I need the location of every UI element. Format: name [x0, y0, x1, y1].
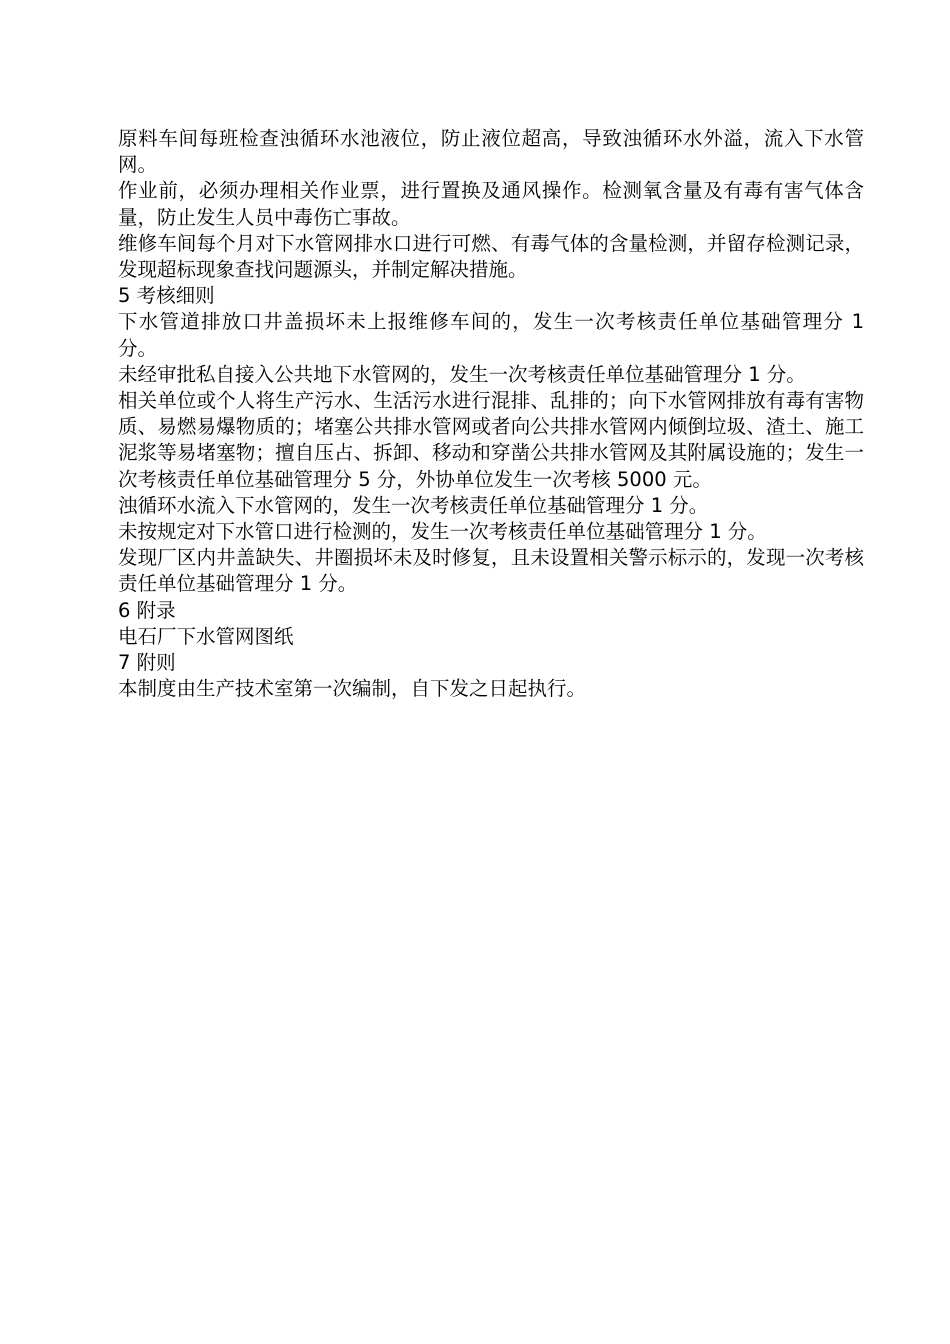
paragraph-inspection-missing: 未按规定对下水管口进行检测的，发生一次考核责任单位基础管理分 1 分。 [118, 520, 767, 544]
paragraph-circulating-water: 浊循环水流入下水管网的，发生一次考核责任单位基础管理分 1 分。 [118, 493, 709, 517]
paragraph-gas-detection: 维修车间每个月对下水管网排水口进行可燃、有毒气体的含量检测，并留存检测记录，发现超标现象查找问题源头，并制定解决措施。 [118, 231, 864, 282]
section-heading-appendix: 6 附录 [118, 598, 176, 622]
paragraph-effective-date: 本制度由生产技术室第一次编制，自下发之日起执行。 [118, 677, 587, 701]
paragraph-work-permit: 作业前，必须办理相关作业票，进行置换及通风操作。检测氧含量及有毒有害气体含量，防止发生人员中毒伤亡事故。 [118, 179, 864, 229]
paragraph-level-check: 原料车间每班检查浊循环水池液位，防止液位超高，导致浊循环水外溢，流入下水管网。 [118, 127, 864, 177]
paragraph-drawing: 电石厂下水管网图纸 [118, 624, 294, 648]
section-heading-assessment: 5 考核细则 [118, 284, 215, 308]
paragraph-illegal-discharge: 相关单位或个人将生产污水、生活污水进行混排、乱排的；向下水管网排放有毒有害物质、易燃易爆物质的；堵塞公共排水管网或者向公共排水管网内倾倒垃圾、渣土、施工泥浆等易堵塞物；擅自压占、拆卸、移动和穿凿公共排水管网及其附属设施的；发生一次考核责任单位基础管理分 5 分，外协单位发生一次考核 5000 元。 [118, 389, 864, 491]
paragraph-unauthorized-connection: 未经审批私自接入公共地下水管网的，发生一次考核责任单位基础管理分 1 分。 [118, 362, 806, 386]
paragraph-manhole-cover: 下水管道排放口井盖损坏未上报维修车间的，发生一次考核责任单位基础管理分 1 分。 [118, 310, 864, 360]
section-heading-supplementary: 7 附则 [118, 651, 176, 675]
document-body [118, 126, 864, 702]
paragraph-manhole-repair: 发现厂区内井盖缺失、井圈损坏未及时修复，且未设置相关警示标示的，发现一次考核责任单位基础管理分 1 分。 [118, 546, 864, 596]
